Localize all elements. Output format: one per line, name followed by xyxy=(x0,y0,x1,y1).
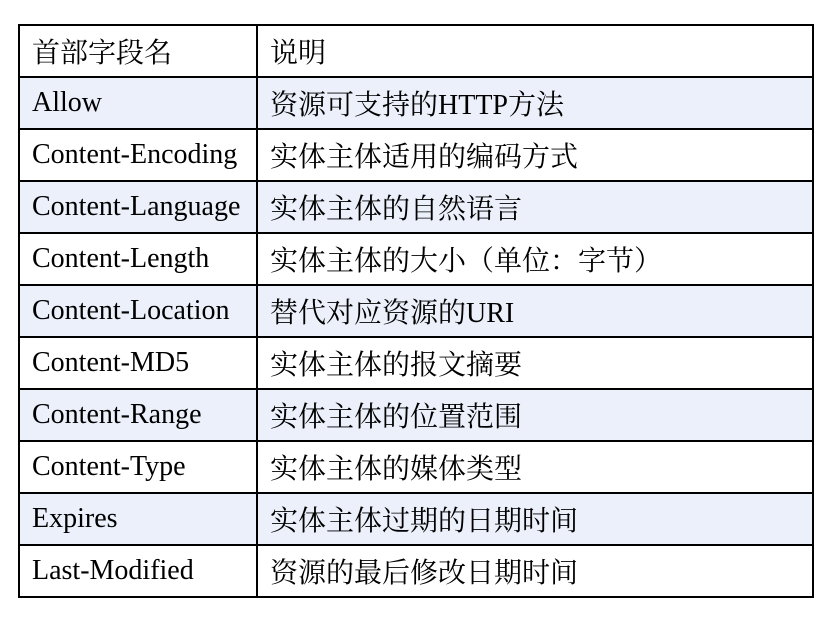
field-name-cell: Content-MD5 xyxy=(19,337,257,389)
column-header-field: 首部字段名 xyxy=(19,25,257,77)
field-name-cell: Content-Type xyxy=(19,441,257,493)
description-cell: 资源的最后修改日期时间 xyxy=(257,545,813,597)
description-cell: 实体主体的媒体类型 xyxy=(257,441,813,493)
table-row xyxy=(19,77,813,129)
description-cell: 实体主体过期的日期时间 xyxy=(257,493,813,545)
field-name-cell: Content-Range xyxy=(19,389,257,441)
field-name-cell: Content-Encoding xyxy=(19,129,257,181)
field-name-cell: Content-Location xyxy=(19,285,257,337)
description-cell: 实体主体的位置范围 xyxy=(257,389,813,441)
description-cell: 实体主体的报文摘要 xyxy=(257,337,813,389)
table-row xyxy=(19,181,813,233)
field-name-cell: Last-Modified xyxy=(19,545,257,597)
table-row xyxy=(19,285,813,337)
table-row xyxy=(19,441,813,493)
field-name-cell: Expires xyxy=(19,493,257,545)
field-name-cell: Allow xyxy=(19,77,257,129)
table-row xyxy=(19,233,813,285)
table-row xyxy=(19,493,813,545)
table-row xyxy=(19,129,813,181)
table-header-row xyxy=(19,25,813,77)
description-cell: 资源可支持的HTTP方法 xyxy=(257,77,813,129)
description-cell: 替代对应资源的URI xyxy=(257,285,813,337)
description-cell: 实体主体的大小（单位：字节） xyxy=(257,233,813,285)
field-name-cell: Content-Length xyxy=(19,233,257,285)
field-name-cell: Content-Language xyxy=(19,181,257,233)
table-row xyxy=(19,545,813,597)
column-header-description: 说明 xyxy=(257,25,813,77)
description-cell: 实体主体的自然语言 xyxy=(257,181,813,233)
http-entity-header-table xyxy=(18,24,814,598)
description-cell: 实体主体适用的编码方式 xyxy=(257,129,813,181)
table-row xyxy=(19,389,813,441)
table-row xyxy=(19,337,813,389)
